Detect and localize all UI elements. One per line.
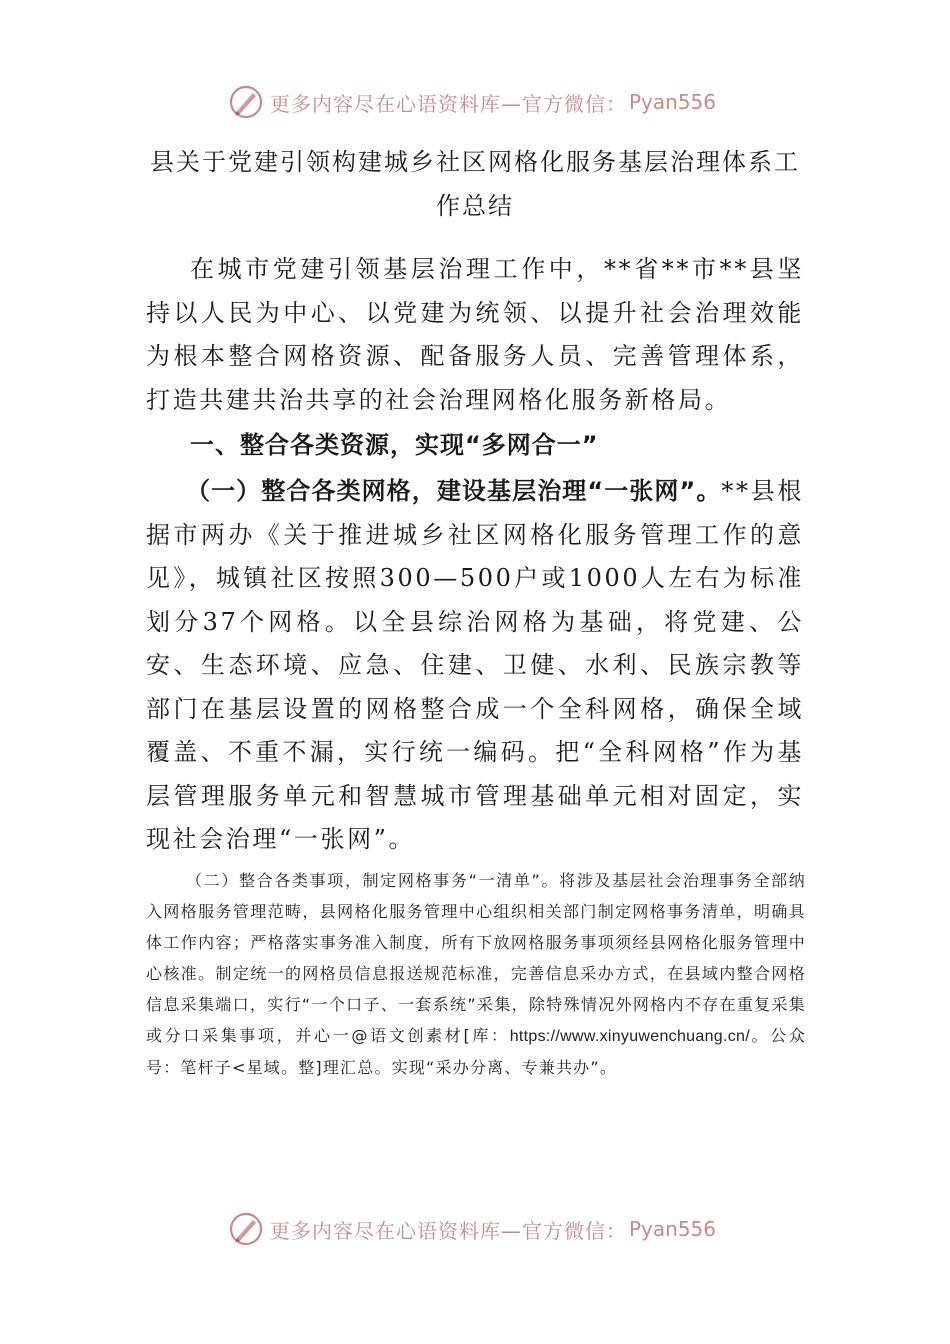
subsection-1-lead: （一）整合各类网格，建设基层治理“一张网”。	[186, 477, 722, 505]
watermark-header	[228, 82, 748, 122]
intro-paragraph: 在城市党建引领基层治理工作中，**省**市**县坚持以人民为中心、以党建为统领、以提升社会治理效能为根本整合网格资源、配备服务人员、完善管理体系，打造共建共治共享的社会治理网格化服务新格局。	[146, 255, 804, 414]
source-url-link[interactable]: https://www.xinyuwenchuang.cn/	[509, 1028, 750, 1045]
subsection-2-paragraph	[146, 865, 806, 1083]
subsection-1-body: **县根据市两办《关于推进城乡社区网格化服务管理工作的意见》，城镇社区按照300—500户或1000人左右为标准划分37个网格。以全县综治网格为基础，将党建、公安、生态环境、应急、住建、卫健、水利、民族宗教等部门在基层设置的网格整合成一个全科网格，确保全域覆盖、不重不漏，实行统一编码。把“全科网格”作为基层管理服务单元和智慧城市管理基础单元相对固定，实现社会治理“一张网”。	[146, 477, 804, 853]
document-title: 县关于党建引领构建城乡社区网格化服务基层治理体系工作总结	[150, 148, 800, 220]
watermark-contact: Pyan556	[629, 90, 717, 114]
watermark-text: 更多内容尽在心语资料库—官方微信：	[270, 1218, 627, 1243]
subsection-2-part2: 。公众号：笔杆子<星域。整]理汇总。实现“采办分离、专兼共办”。	[146, 1026, 806, 1077]
watermark-footer	[228, 1209, 748, 1249]
pen-logo-icon	[228, 1211, 264, 1247]
section-heading-1: 一、整合各类资源，实现“多网合一”	[190, 431, 599, 459]
subsection-1-paragraph	[146, 470, 804, 862]
subsection-2-part1: （二）整合各类事项，制定网格事务“一清单”。将涉及基层社会治理事务全部纳入网格服务管理范畴，县网格化服务管理中心组织相关部门制定网格事务清单，明确具体工作内容；严格落实事务准入制度，所有下放网格服务事项须经县网格化服务管理中心核准。制定统一的网格员信息报送规范标准，完善信息采办方式，在县域内整合网格信息采集端口，实行“一个口子、一套系统”采集，除特殊情况外网格内不存在重复采集或分口采集事项，并心一@语文创素材[库：	[146, 871, 806, 1045]
watermark-text: 更多内容尽在心语资料库—官方微信：	[270, 91, 627, 116]
pen-logo-icon	[228, 84, 264, 120]
watermark-contact: Pyan556	[629, 1217, 717, 1241]
